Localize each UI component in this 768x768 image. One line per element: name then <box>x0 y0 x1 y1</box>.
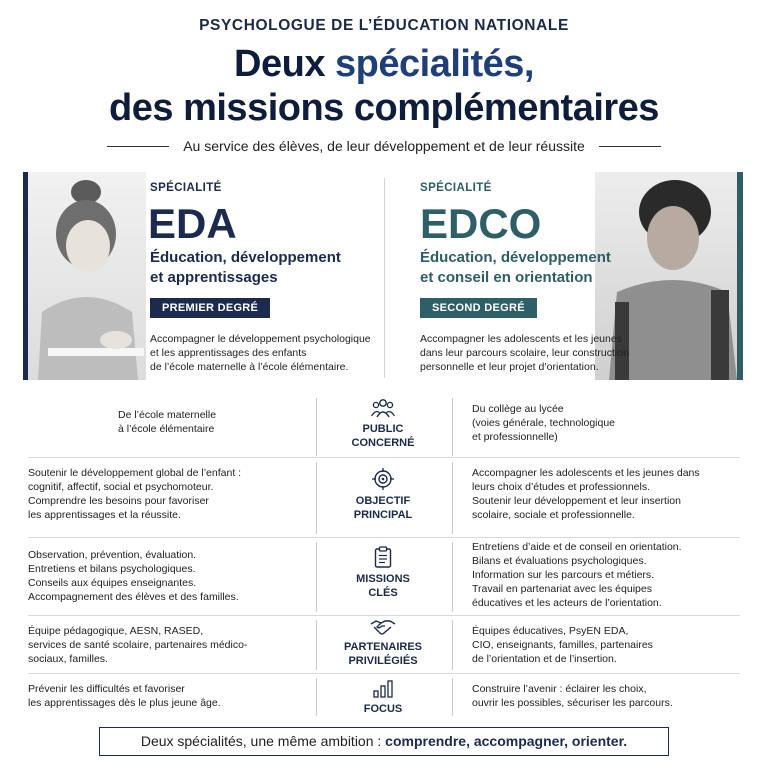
edco-specialty-label: SPÉCIALITÉ <box>420 182 492 194</box>
child-photo <box>28 172 146 380</box>
cell-line: Prévenir les difficultés et favoriser <box>28 683 185 695</box>
eda-desc-line: de l’école maternelle à l’école élémentaire. <box>150 361 349 373</box>
cell-line: Soutenir leur développement et leur insertion <box>472 495 681 507</box>
subtitle-rule-left <box>107 146 169 147</box>
row-separator <box>316 398 317 456</box>
cell-line: éducatives et les acteurs de l’orientation. <box>472 597 662 609</box>
footer-text: Deux spécialités, une même ambition : <box>140 733 386 749</box>
page-title <box>0 42 768 130</box>
category-label: PARTENAIRES <box>343 641 423 653</box>
footer-banner <box>99 727 669 756</box>
category-label: CONCERNÉ <box>351 437 415 449</box>
cell-line: les apprentissages et la réussite. <box>28 509 181 521</box>
eda-cell <box>28 466 298 522</box>
category-partners <box>318 618 448 668</box>
eda-description <box>150 332 382 374</box>
category-label: PUBLIC <box>362 423 404 435</box>
eda-card <box>23 172 385 380</box>
cell-line: à l’école élémentaire <box>118 423 215 435</box>
edco-desc-line: dans leur parcours scolaire, leur construction <box>420 347 629 359</box>
table-row <box>28 538 740 616</box>
cell-line: Accompagner les adolescents et les jeunes dans <box>472 467 700 479</box>
cell-line: cognitif, affectif, social et psychomoteur. <box>28 481 214 493</box>
category-label: CLÉS <box>368 587 398 599</box>
subtitle-row <box>0 136 768 156</box>
eda-desc-line: Accompagner le développement psychologique <box>150 333 371 345</box>
cell-line: de l’orientation et de l’insertion. <box>472 653 617 665</box>
cell-line: (voies générale, technologique <box>472 417 616 429</box>
card-divider <box>384 178 385 378</box>
cell-line: scolaire, sociale et professionnelle. <box>472 509 635 521</box>
category-missions <box>318 546 448 600</box>
edco-description <box>420 332 640 374</box>
edco-name <box>420 248 611 288</box>
cell-line: Construire l’avenir : éclairer les choix, <box>472 683 647 695</box>
eda-name-line: Éducation, développement <box>150 249 341 266</box>
eda-specialty-label: SPÉCIALITÉ <box>150 182 222 194</box>
eda-cell <box>28 682 298 710</box>
row-separator <box>316 678 317 716</box>
table-row <box>28 396 740 458</box>
edco-code: EDCO <box>420 200 542 247</box>
row-separator <box>452 462 453 534</box>
edco-degree-badge: SECOND DEGRÉ <box>420 298 537 318</box>
child-illustration <box>28 172 146 380</box>
cell-line: Observation, prévention, évaluation. <box>28 549 197 561</box>
cell-line: Accompagnement des élèves et des familles. <box>28 591 239 603</box>
category-label: OBJECTIF <box>355 495 411 507</box>
category-label: MISSIONS <box>356 573 410 585</box>
cell-line: les apprentissages dès le plus jeune âge. <box>28 697 221 709</box>
cell-line: leurs choix d’études et professionnels. <box>472 481 651 493</box>
table-row <box>28 674 740 718</box>
people-icon <box>371 398 395 418</box>
category-objective <box>318 468 448 522</box>
edco-cell <box>472 540 740 610</box>
cell-line: CIO, enseignants, familles, partenaires <box>472 639 653 651</box>
title-plain: Deux <box>234 43 336 85</box>
cell-line: sociaux, familles. <box>28 653 108 665</box>
edco-cell <box>472 402 740 444</box>
row-separator <box>452 678 453 716</box>
row-separator <box>452 542 453 612</box>
cell-line: et professionnelle) <box>472 431 558 443</box>
table-row <box>28 616 740 674</box>
row-separator <box>316 462 317 534</box>
row-separator <box>452 620 453 670</box>
cell-line: Soutenir le développement global de l’enfant : <box>28 467 242 479</box>
cell-line: Équipe pédagogique, AESN, RASED, <box>28 625 204 637</box>
category-public <box>318 398 448 450</box>
handshake-icon <box>370 618 396 636</box>
eda-name-line: et apprentissages <box>150 269 278 286</box>
subtitle-rule-right <box>599 146 661 147</box>
edco-card <box>386 172 743 380</box>
cell-line: Bilans et évaluations psychologiques. <box>472 555 647 567</box>
eda-cell <box>28 624 298 666</box>
cell-line: Comprendre les besoins pour favoriser <box>28 495 209 507</box>
title-accent: spécialités, <box>335 43 534 85</box>
cell-line: Équipes éducatives, PsyEN EDA, <box>472 625 629 637</box>
cell-line: Entretiens d’aide et de conseil en orientation. <box>472 541 682 553</box>
eda-code: EDA <box>148 200 237 247</box>
cell-line: Conseils aux équipes enseignantes. <box>28 577 197 589</box>
edco-desc-line: personnelle et leur projet d’orientation. <box>420 361 599 373</box>
category-label: FOCUS <box>363 703 403 715</box>
cell-line: services de santé scolaire, partenaires médico- <box>28 639 248 651</box>
eda-cell <box>28 548 298 604</box>
eda-degree-badge: PREMIER DEGRÉ <box>150 298 270 318</box>
eda-name <box>150 248 341 288</box>
cell-line: Travail en partenariat avec les équipes <box>472 583 652 595</box>
title-line-2: des missions complémentaires <box>109 87 659 129</box>
cell-line: De l’école maternelle <box>118 409 217 421</box>
cell-line: Information sur les parcours et métiers. <box>472 569 655 581</box>
edco-cell <box>472 466 740 522</box>
row-separator <box>316 620 317 670</box>
target-icon <box>372 468 394 490</box>
footer-period: . <box>623 733 628 749</box>
page-kicker: PSYCHOLOGUE DE L’ÉDUCATION NATIONALE <box>199 17 569 34</box>
cell-line: Du collège au lycée <box>472 403 564 415</box>
edco-cell <box>472 682 740 710</box>
cell-line: Entretiens et bilans psychologiques. <box>28 563 196 575</box>
bar-chart-icon <box>373 680 393 698</box>
edco-desc-line: Accompagner les adolescents et les jeunes <box>420 333 622 345</box>
eda-cell <box>118 408 298 436</box>
footer-emphasis: comprendre, accompagner, orienter <box>385 733 624 749</box>
table-row <box>28 458 740 538</box>
cell-line: ouvrir les possibles, sécuriser les parcours. <box>472 697 673 709</box>
category-label: PRINCIPAL <box>353 509 413 521</box>
row-separator <box>452 398 453 456</box>
edco-name-line: et conseil en orientation <box>420 269 593 286</box>
eda-desc-line: et les apprentissages des enfants <box>150 347 307 359</box>
clipboard-icon <box>374 546 392 568</box>
page-subtitle: Au service des élèves, de leur développement et de leur réussite <box>183 138 585 154</box>
category-label: PRIVILÉGIÉS <box>348 655 418 667</box>
row-separator <box>316 542 317 612</box>
edco-cell <box>472 624 740 666</box>
category-focus <box>318 680 448 716</box>
edco-name-line: Éducation, développement <box>420 249 611 266</box>
